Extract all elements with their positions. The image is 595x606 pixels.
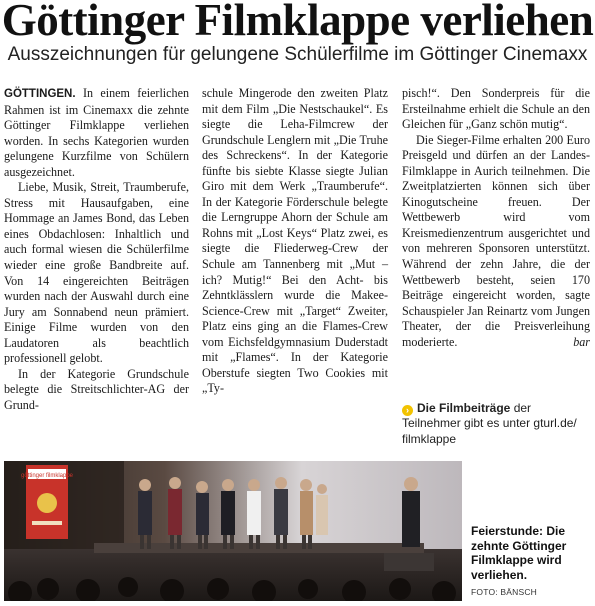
subheadline: Ausszeichnungen für gelungene Schülerfilme im Göttinger Cinemaxx — [7, 44, 588, 65]
paragraph: Liebe, Musik, Streit, Traumberufe, Stress mit Hausaufgaben, eine Hommage an James Bond, das Leben eines Obdachlosen: Inhaltlich und auch formal wiesen die Schülerfilme wieder eine große Bandbreite auf. Von 14 eingereichten Beiträgen wurden nach der Auswahl durch eine Jury am Sonnabend neun prämiert. Einige Filme wurden von den Laudatoren als beachtlich professionell gelobt. — [4, 180, 189, 366]
arrow-right-icon: › — [402, 405, 413, 416]
author-initials: bar — [573, 334, 590, 349]
photo-credit: FOTO: BÄNSCH — [471, 587, 538, 597]
paragraph: In der Kategorie Grundschule belegte die Streitschlichter-AG der Grund- — [4, 366, 189, 412]
photo-illustration — [4, 461, 462, 601]
dateline: GÖTTINGEN. — [4, 88, 76, 100]
paragraph: schule Mingerode den zweiten Platz mit dem Film „Die Nestschaukel“. Es siegte die Leha-Filmcrew der Grundschule Lenglern mit „Die Truhe des Schreckens“. In der Kategorie fünfte bis siebte Klasse siegte Julian Giro mit dem Werk „Traumberufe“. In der Kategorie Förderschule belegte die Lerngruppe Ahorn der Schule am Rohns mit „Lost Keys“ Platz zwei, es siegte die Fliederweg-Crew der Schule am Tannenberg mit „Mut – ich? Mutig!“ Bei den Acht- bis Zehntklässlern wurde die Makee-Science-Crew mit „Target“ Zweiter, Platz eins ging an die Flames-Crew vom Eichsfeldgymnasium Duderstadt mit „Flames“. In der Kategorie Oberstufe siegten Two Cookies mit „Ty- — [202, 86, 388, 396]
info-box-text[interactable]: der Teilnehmer gibt es unter gturl.de/ filmklappe — [402, 401, 577, 446]
paragraph: pisch!“. Den Sonderpreis für die Ersteilnahme erhielt die Schule an den Gleichen für „Ganz schön mutig“. — [402, 86, 590, 132]
info-box-bold: Die Filmbeiträge — [417, 401, 511, 415]
event-photo — [4, 461, 462, 601]
banner-text: göttinger filmklappe — [20, 473, 74, 479]
info-box — [402, 401, 590, 447]
article-column-1 — [4, 86, 189, 413]
paragraph-text: In einem feierlichen Rahmen ist im Cinemaxx die zehnte Göttinger Filmklappe verliehen worden. In sechs Kategorien wurden gelungene Kurzfilme von Schülern ausgezeichnet. — [4, 86, 189, 179]
article-column-3 — [402, 86, 590, 350]
paragraph — [4, 86, 189, 180]
paragraph — [402, 133, 590, 351]
photo-caption: Feierstunde: Die zehnte Göttinger Filmklappe wird verliehen. — [471, 524, 567, 582]
paragraph-text: Die Sieger-Filme erhalten 200 Euro Preisgeld und dürfen an der Landes-Filmklappe in Aurich teilnehmen. Die Zweitplatzierten können sich über Kinogutscheine freuen. Der Wettbewerb wird vom Kreismedienzentrum ausgerichtet und von mehreren Sponsoren unterstützt. Während der zehn Jahre, die der Wettbewerb besteht, seien 170 Beiträge eingereicht worden, sagte Schauspieler Jan Reinartz vom Jungen Theater, der die Preisverleihung moderierte. — [402, 132, 590, 349]
article-column-2 — [202, 86, 388, 397]
headline: Göttinger Filmklappe verliehen — [1, 0, 594, 45]
